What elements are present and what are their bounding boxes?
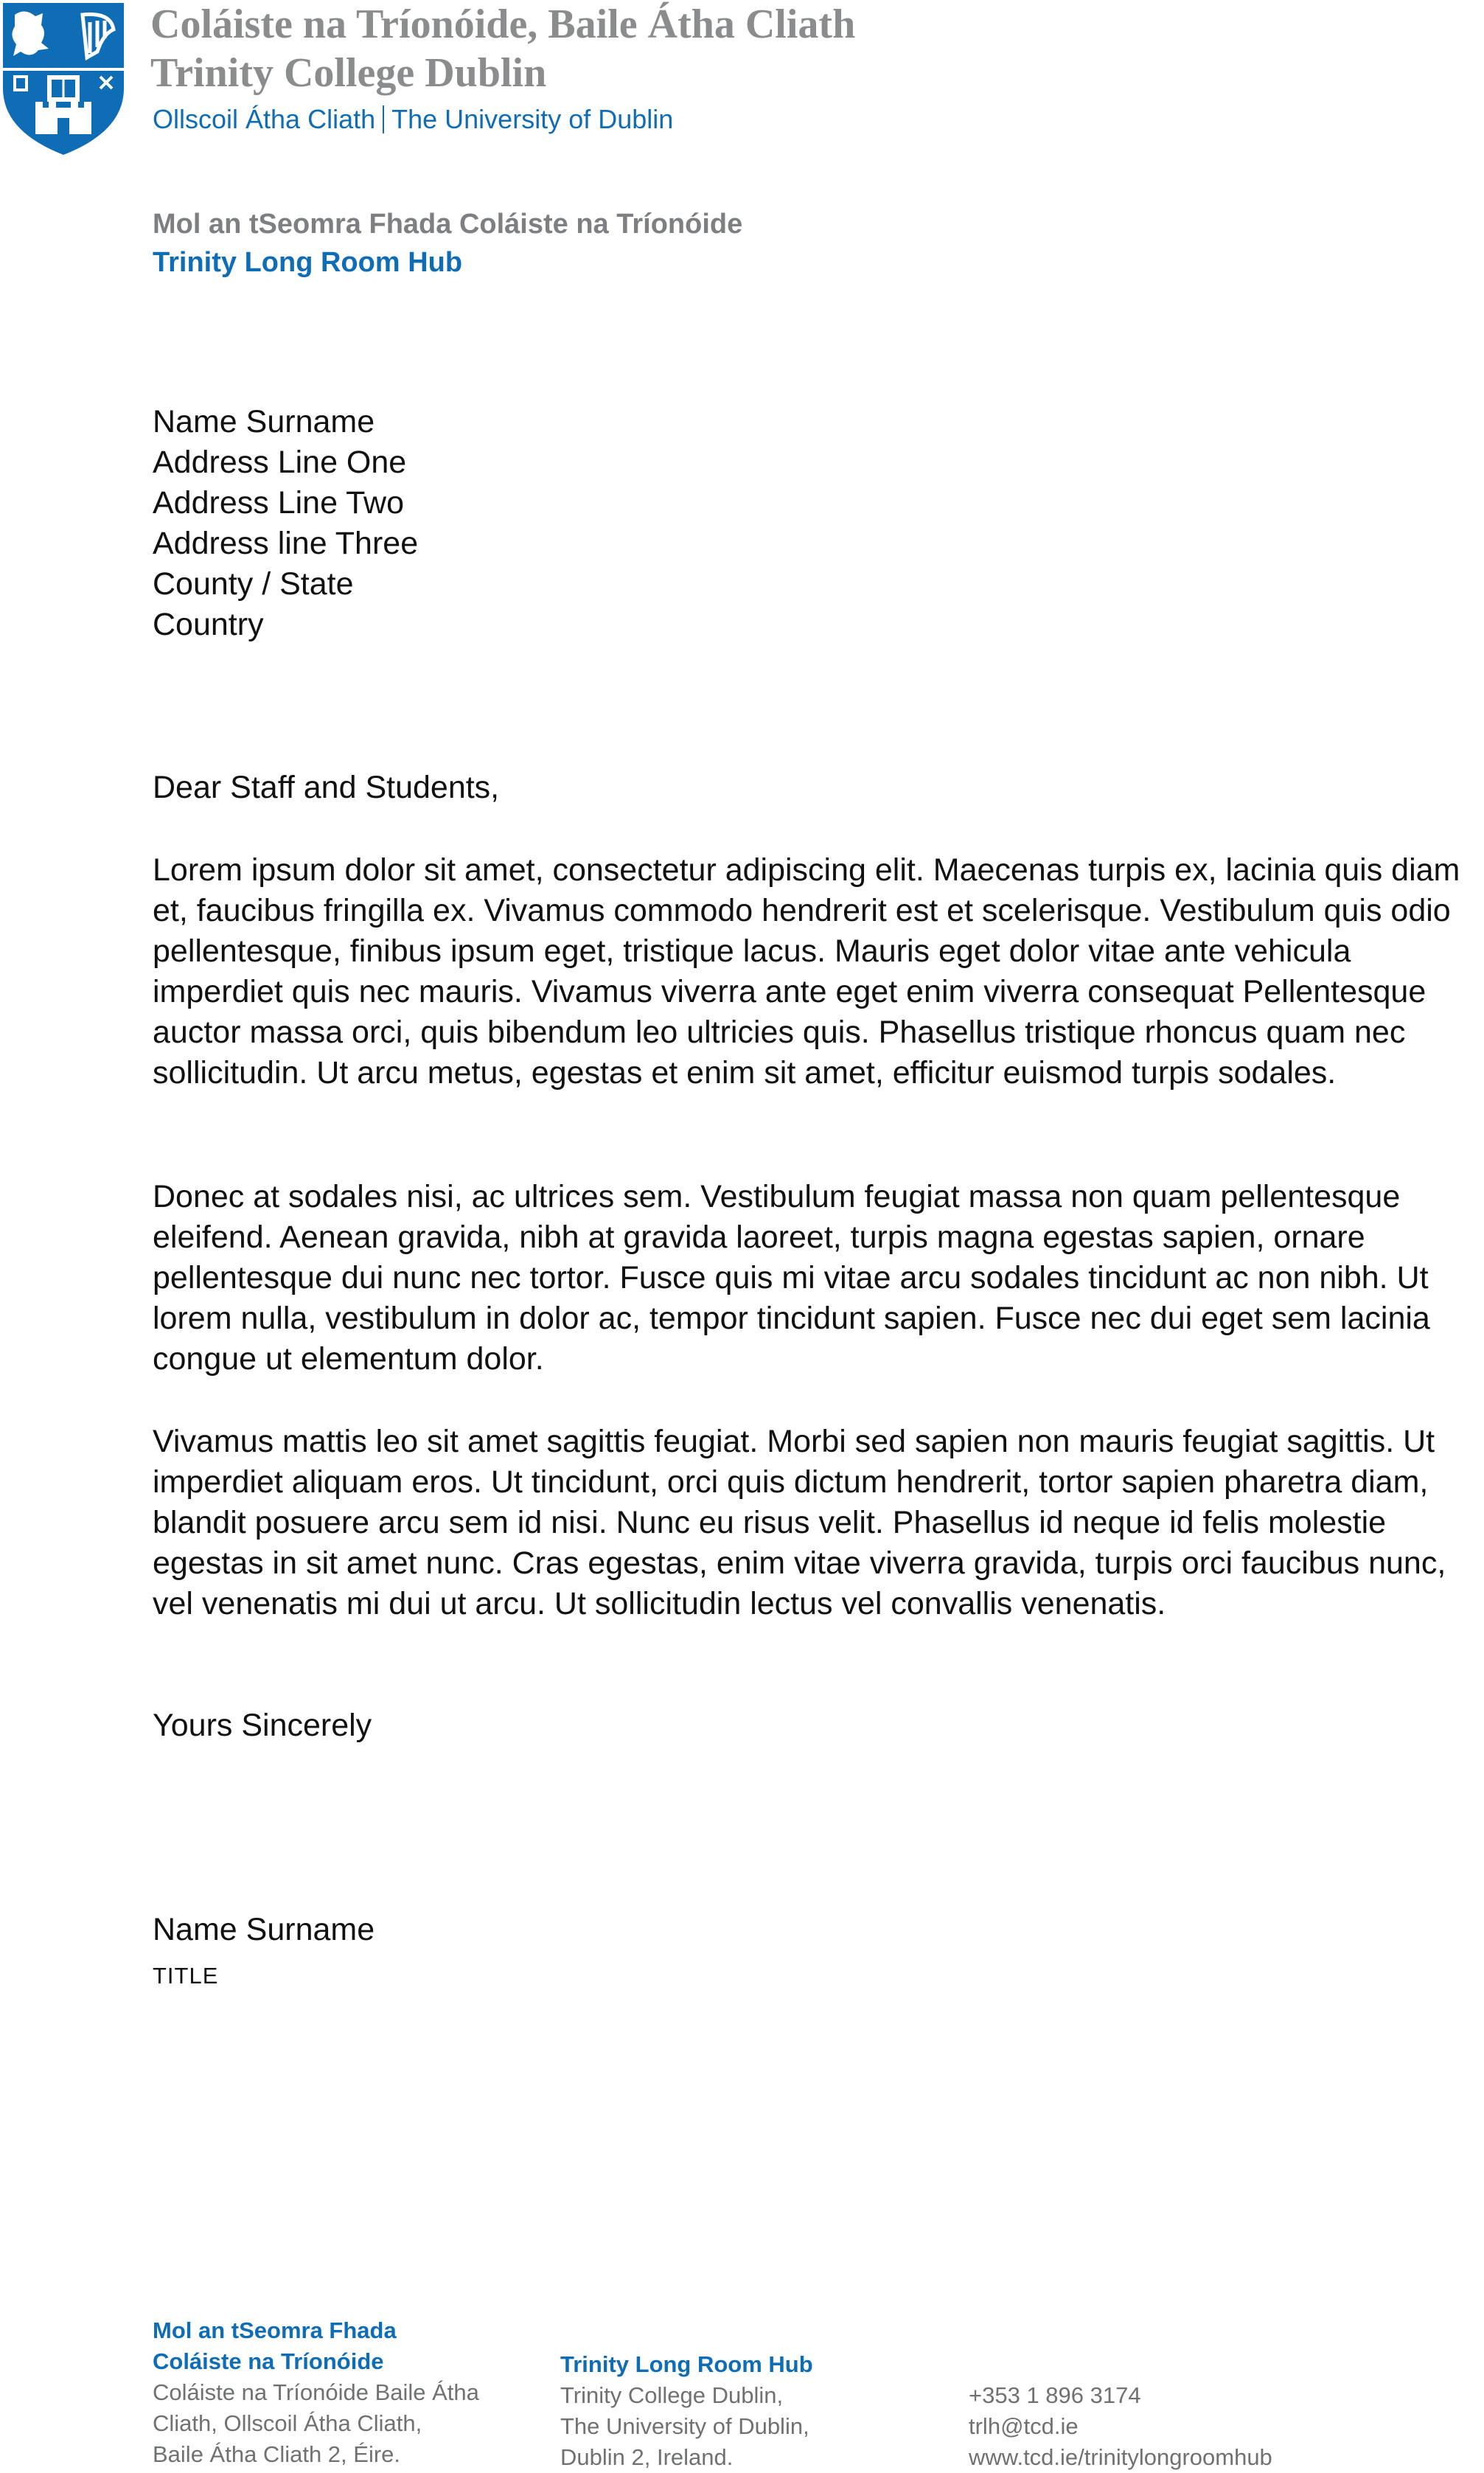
footer-email[interactable]: trlh@tcd.ie xyxy=(969,2413,1079,2439)
body-paragraph: Donec at sodales nisi, ac ultrices sem. Vestibulum feugiat massa non quam pellentesque eleifend. Aenean gravida, nibh at gravida laoreet, turpis magna egestas sapien, ornare pellentesque dui nunc nec tortor. Fusce quis mi vitae arcu sodales tincidunt ac non nibh. Ut lorem nulla, vestibulum in dolor ac, tempor tincidunt sapien. Fusce nec dui eget sem lacinia congue ut elementum dolor. xyxy=(153,1179,1430,1377)
footer-address-irish xyxy=(153,2315,479,2470)
footer-heading: Mol an tSeomra Fhada xyxy=(153,2317,397,2343)
address-line: Address line Three xyxy=(153,526,419,561)
body-paragraph: Vivamus mattis leo sit amet sagittis feugiat. Morbi sed sapien non mauris feugiat sagittis. Ut imperdiet aliquam eros. Ut tincidunt, orci quis dictum hendrerit, tortor sapien pharetra diam, blandit posuere arcu sem id nisi. Nunc eu risus velit. Phasellus id neque id felis molestie egestas in sit amet nunc. Cras egestas, enim vitae viverra gravida, turpis orci faucibus nunc, vel venenatis mi dui ut arcu. Ut sollicitudin lectus vel convallis venenatis. xyxy=(153,1424,1446,1621)
footer-line: The University of Dublin, xyxy=(560,2413,809,2439)
university-name-irish: Ollscoil Átha Cliath xyxy=(153,104,376,134)
address-line: Address Line Two xyxy=(153,485,405,521)
footer-line: Coláiste na Tríonóide Baile Átha xyxy=(153,2379,479,2405)
university-name-english: The University of Dublin xyxy=(391,104,674,134)
divider xyxy=(383,105,384,133)
footer-website[interactable]: www.tcd.ie/trinitylongroomhub xyxy=(969,2444,1272,2470)
footer-line: Baile Átha Cliath 2, Éire. xyxy=(153,2441,401,2467)
college-name xyxy=(150,0,855,97)
department-heading xyxy=(153,205,742,282)
footer-line: Trinity College Dublin, xyxy=(560,2382,784,2408)
university-line xyxy=(153,103,673,136)
address-line: County / State xyxy=(153,566,354,602)
college-name-irish: Coláiste na Tríonóide, Baile Átha Cliath xyxy=(150,1,856,47)
body-paragraph: Lorem ipsum dolor sit amet, consectetur adipiscing elit. Maecenas turpis ex, lacinia quis diam et, faucibus fringilla ex. Vivamus commodo hendrerit est et scelerisque. Vestibulum quis odio pellentesque, finibus ipsum eget, tristique lacus. Mauris eget dolor vitae ante vehicula imperdiet quis nec mauris. Vivamus viverra ante eget enim viverra consequat Pellentesque auctor massa orci, quis bibendum leo ultricies quis. Phasellus tristique rhoncus quam nec sollicitudin. Ut arcu metus, egestas et enim sit amet, efficitur euismod turpis sodales. xyxy=(153,852,1460,1091)
footer-address-english xyxy=(560,2349,813,2473)
footer-heading: Coláiste na Tríonóide xyxy=(153,2348,384,2374)
footer-heading: Trinity Long Room Hub xyxy=(560,2351,813,2377)
footer-contact xyxy=(969,2380,1272,2473)
footer-phone: +353 1 896 3174 xyxy=(969,2382,1141,2408)
closing: Yours Sincerely xyxy=(153,1708,372,1743)
footer-line: Cliath, Ollscoil Átha Cliath, xyxy=(153,2410,422,2436)
recipient-address xyxy=(153,402,1469,645)
college-name-english: Trinity College Dublin xyxy=(150,50,547,96)
department-name-english: Trinity Long Room Hub xyxy=(153,247,463,278)
department-name-irish: Mol an tSeomra Fhada Coláiste na Tríonóide xyxy=(153,209,743,240)
signature-title: TITLE xyxy=(153,1963,219,1989)
address-line: Name Surname xyxy=(153,404,375,439)
address-line: Address Line One xyxy=(153,445,407,480)
footer-line: Dublin 2, Ireland. xyxy=(560,2444,734,2470)
signature-name: Name Surname xyxy=(153,1912,375,1947)
address-line: Country xyxy=(153,607,264,642)
salutation: Dear Staff and Students, xyxy=(153,770,500,805)
trinity-crest-icon xyxy=(0,0,127,158)
